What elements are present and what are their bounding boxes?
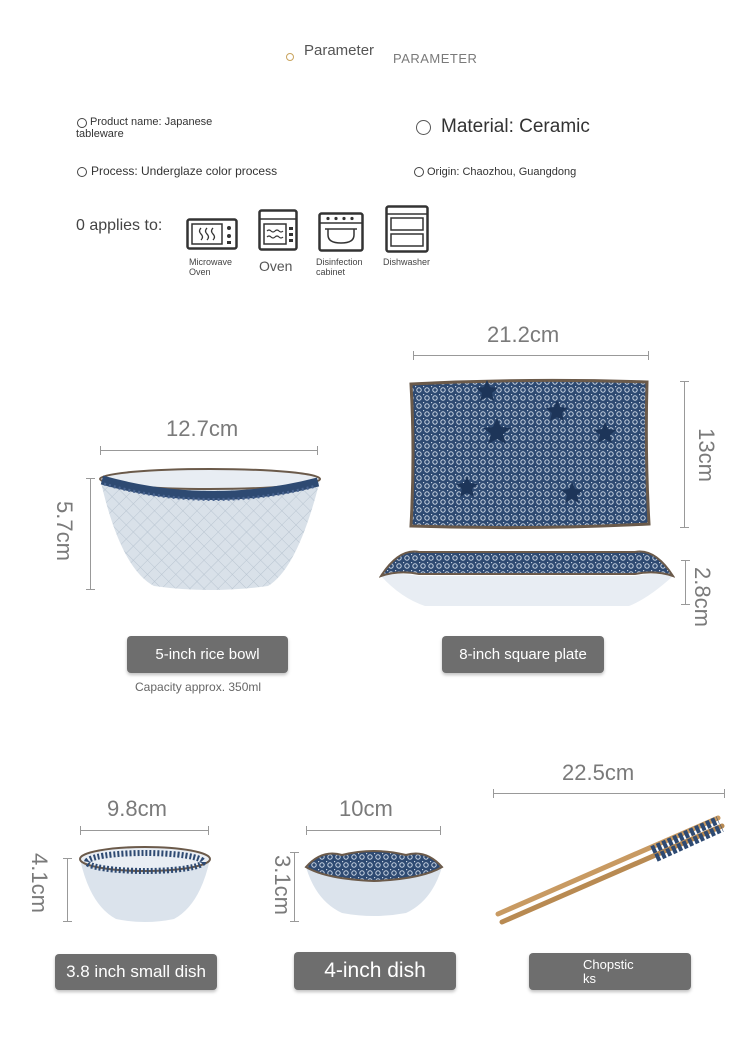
plate-width: 21.2cm xyxy=(487,322,560,347)
small-dish-label: 3.8 inch small dish xyxy=(55,954,217,990)
dish4-image xyxy=(302,845,446,919)
rice-bowl-width: 12.7cm xyxy=(166,416,239,441)
chopsticks-length: 22.5cm xyxy=(562,760,635,785)
spec-product-name: Product name: Japanese tableware xyxy=(76,116,213,140)
rice-bowl-capacity: Capacity approx. 350ml xyxy=(135,680,262,694)
radio-icon xyxy=(77,167,87,177)
chopsticks-image xyxy=(490,810,730,928)
microwave-icon xyxy=(186,218,238,252)
appliance-label: Oven xyxy=(259,258,293,274)
spec-origin: Origin: Chaozhou, Guangdong xyxy=(427,166,577,178)
radio-icon xyxy=(416,120,431,135)
radio-icon xyxy=(414,167,424,177)
small-dish-height: 4.1cm xyxy=(26,853,52,913)
dish4-width: 10cm xyxy=(339,796,393,821)
chopsticks-label xyxy=(529,953,691,990)
square-plate-label: 8-inch square plate xyxy=(442,636,604,673)
chopsticks-length-line xyxy=(493,793,725,794)
header-title: Parameter xyxy=(304,42,375,59)
applies-to-label: 0 applies to: xyxy=(76,217,163,234)
disinfection-cabinet-icon xyxy=(318,212,364,252)
square-plate-side-image xyxy=(379,546,675,608)
rice-bowl-height: 5.7cm xyxy=(51,501,77,561)
spec-material: Material: Ceramic xyxy=(441,116,590,137)
rice-bowl-label: 5-inch rice bowl xyxy=(127,636,288,673)
appliance-label: Disinfection cabinet xyxy=(316,257,363,277)
chopsticks-label-text: Chopsticks xyxy=(583,956,634,986)
dishwasher-icon xyxy=(385,205,429,253)
plate-width-line xyxy=(413,355,649,356)
plate-height: 2.8cm xyxy=(689,567,715,627)
rice-bowl-width-line xyxy=(100,450,318,451)
oven-icon xyxy=(258,209,298,251)
square-plate-top-image xyxy=(407,378,651,530)
appliance-label: Dishwasher xyxy=(383,257,431,267)
plate-height-line xyxy=(685,560,686,605)
dish4-height: 3.1cm xyxy=(269,855,295,915)
header-subtitle: PARAMETER xyxy=(393,51,478,66)
small-dish-height-line xyxy=(67,858,68,922)
small-dish-image xyxy=(78,843,212,925)
plate-depth: 13cm xyxy=(693,428,719,482)
appliance-label: Microwave Oven xyxy=(189,257,233,277)
plate-depth-line xyxy=(684,381,685,528)
dish4-width-line xyxy=(306,830,441,831)
rice-bowl-height-line xyxy=(90,478,91,590)
small-dish-width-line xyxy=(80,830,209,831)
rice-bowl-image xyxy=(98,468,322,592)
spec-process: Process: Underglaze color process xyxy=(91,164,278,178)
header-bullet-icon xyxy=(286,53,294,61)
dish4-label: 4-inch dish xyxy=(294,952,456,990)
small-dish-width: 9.8cm xyxy=(107,796,167,821)
